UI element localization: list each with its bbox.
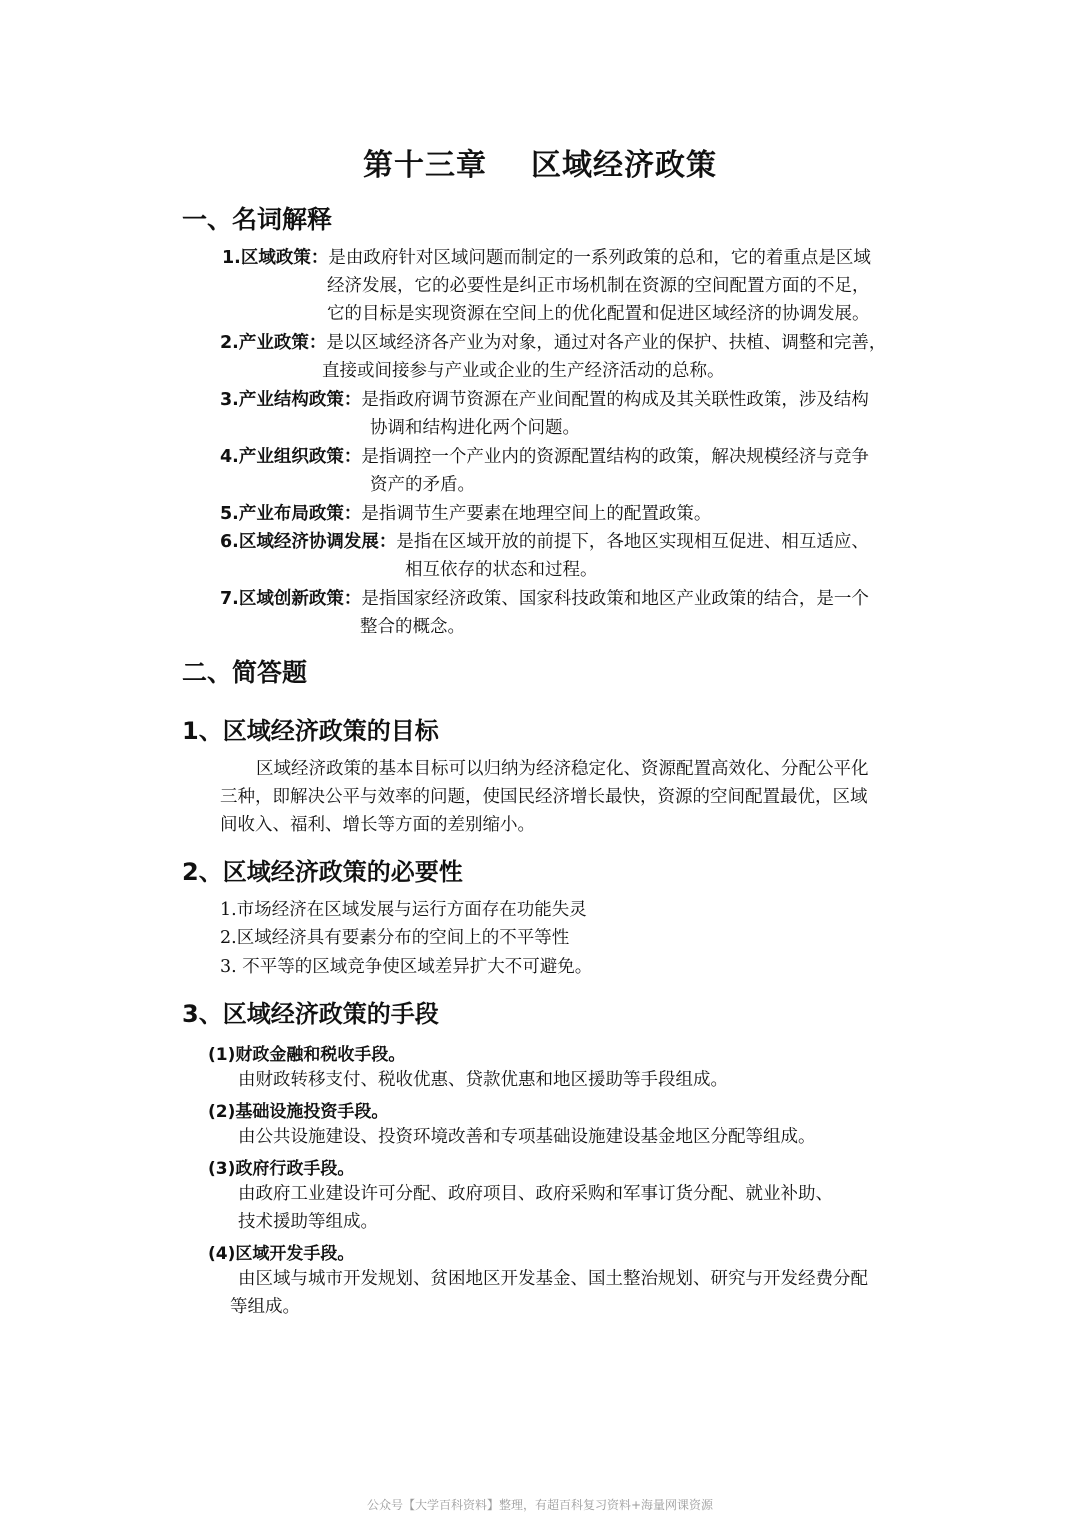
chapter-title: 区域经济政策: [531, 148, 717, 183]
definition-text: 是指政府调节资源在产业间配置的构成及其关联性政策，涉及结构: [361, 390, 869, 410]
chapter-number: 第十三章: [363, 148, 487, 183]
subsection-title: (3)政府行政手段。: [208, 1159, 355, 1179]
list-item: 3. 不平等的区域竞争使区域差异扩大不可避免。: [220, 957, 593, 977]
definition-term: 6.区域经济协调发展：: [220, 532, 397, 552]
answer-text: 区域经济政策的基本目标可以归纳为经济稳定化、资源配置高效化、分配公平化: [256, 759, 869, 779]
definition-text: 资产的矛盾。: [370, 475, 475, 495]
definition-5: [220, 500, 711, 528]
answer-text: 三种，即解决公平与效率的问题，使国民经济增长最快，资源的空间配置最优，区域: [220, 787, 868, 807]
subsection-text: 等组成。: [230, 1297, 300, 1317]
subsection-text: 由公共设施建设、投资环境改善和专项基础设施建设基金地区分配等组成。: [238, 1127, 816, 1147]
list-item: 2.区域经济具有要素分布的空间上的不平等性: [220, 928, 570, 948]
answer-text: 间收入、福利、增长等方面的差别缩小。: [220, 815, 535, 835]
definition-text: 直接或间接参与产业或企业的生产经济活动的总称。: [322, 361, 725, 381]
question-heading-1: 1、区域经济政策的目标: [182, 717, 439, 745]
definition-term: 4.产业组织政策：: [220, 447, 362, 467]
definition-text: 是指在区域开放的前提下，各地区实现相互促进、相互适应、: [396, 532, 869, 552]
definition-term: 1.区域政策：: [222, 248, 329, 268]
subsection-text: 由政府工业建设许可分配、政府项目、政府采购和军事订货分配、就业补助、: [238, 1184, 833, 1204]
subsection-title: (1)财政金融和税收手段。: [208, 1045, 406, 1065]
definition-text: 相互依存的状态和过程。: [405, 560, 598, 580]
footer-note: 公众号【大学百科资料】整理，有超百科复习资料+海量网课资源: [366, 1498, 714, 1512]
section-heading-definitions: 一、名词解释: [182, 205, 333, 234]
page-title: [0, 140, 1080, 184]
subsection-text: 技术援助等组成。: [238, 1212, 378, 1232]
definition-2: [220, 329, 886, 357]
definition-7: [220, 585, 869, 613]
subsection-text: 由财政转移支付、税收优惠、贷款优惠和地区援助等手段组成。: [238, 1070, 728, 1090]
definition-text: 协调和结构进化两个问题。: [370, 418, 580, 438]
question-heading-2: 2、区域经济政策的必要性: [182, 858, 463, 886]
definition-term: 2.产业政策：: [220, 333, 327, 353]
definition-text: 是指国家经济政策、国家科技政策和地区产业政策的结合，是一个: [361, 589, 869, 609]
section-heading-short-answers: 二、简答题: [182, 658, 308, 687]
definition-text: 整合的概念。: [360, 617, 465, 637]
definition-text: 是由政府针对区域问题而制定的一系列政策的总和，它的着重点是区域: [328, 248, 871, 268]
definition-text: 是指调节生产要素在地理空间上的配置政策。: [361, 504, 712, 524]
definition-text: 经济发展，它的必要性是纠正市场机制在资源的空间配置方面的不足，: [327, 276, 870, 296]
definition-text: 是以区域经济各产业为对象，通过对各产业的保护、扶植、调整和完善，: [326, 333, 887, 353]
definition-text: 它的目标是实现资源在空间上的优化配置和促进区域经济的协调发展。: [327, 304, 870, 324]
definition-6: [220, 528, 869, 556]
definition-text: 是指调控一个产业内的资源配置结构的政策，解决规模经济与竞争: [361, 447, 869, 467]
question-heading-3: 3、区域经济政策的手段: [182, 1000, 439, 1028]
definition-1: [222, 244, 871, 272]
definition-term: 5.产业布局政策：: [220, 504, 362, 524]
subsection-title: (2)基础设施投资手段。: [208, 1102, 389, 1122]
list-item: 1.市场经济在区域发展与运行方面存在功能失灵: [220, 900, 587, 920]
definition-term: 3.产业结构政策：: [220, 390, 362, 410]
definition-term: 7.区域创新政策：: [220, 589, 362, 609]
definition-4: [220, 443, 869, 471]
subsection-text: 由区域与城市开发规划、贫困地区开发基金、国土整治规划、研究与开发经费分配: [238, 1269, 868, 1289]
definition-3: [220, 386, 869, 414]
subsection-title: (4)区域开发手段。: [208, 1244, 355, 1264]
